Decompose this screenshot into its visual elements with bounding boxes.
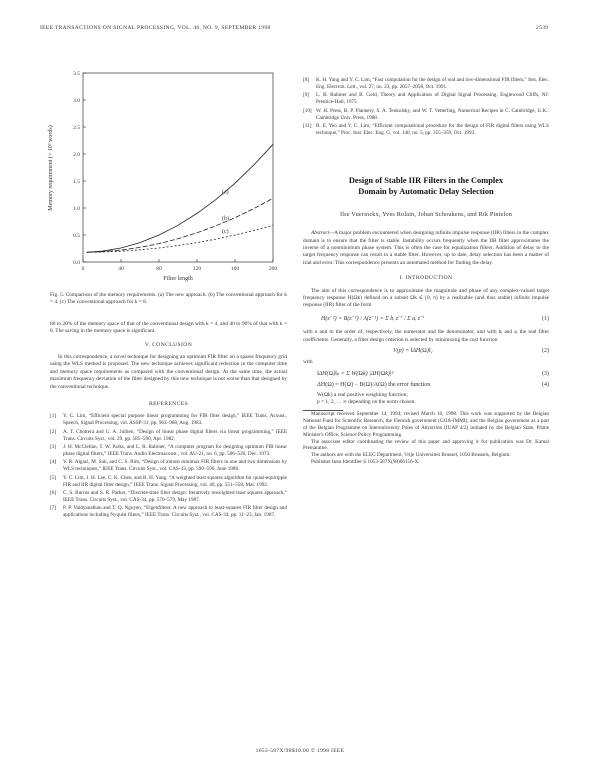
y-tick-label: 1.0	[73, 206, 80, 212]
reference-text: Y. C. Lim, “Efficient special purpose linear programming for FIR filter design,” IEEE Trans. Acoust., Speech, Signal Processing, vol. ASSP-31, pp. 963–968, Aug. 1983.	[63, 413, 287, 427]
author-list: Ilse Vuerinckx, Yves Rolain, Johan Schoukens, and Rik Pintelon	[339, 210, 513, 218]
right-column	[303, 77, 549, 466]
series-line-2	[87, 198, 273, 252]
series-line-3	[87, 225, 273, 252]
footnote-manuscript: Manuscript received September 14, 1994; revised March 16, 1998. This work was supported by the Belgian National Fund for Scientific Research, the Flemish government (GOA-IMMI), and the Belgian government as a part of the Belgian Programme on Interuniversity Poles of Attraction (IUAP 4/2) initiated by the Belgian State, Prime Minister's Office, Science Policy Programming.	[303, 411, 549, 438]
reference-text: R. E. Yeo and Y. C. Lim, “Efficient computational procedure for the design of FIR digital filters using WLS technique,” Proc. Inst. Elec. Eng. G, vol. 140, no. 5, pp. 355–359, Oct. 1993.	[316, 122, 549, 136]
paragraph: 80 to 20% of the memory space of that of the conventional design with k = 4, and 40 to 90% of that with k = 8. The saving in the memory space is significant.	[50, 320, 287, 335]
article-title	[303, 175, 549, 197]
intro-paragraph-2: with n and m the order of, respectively, the numerator and the denominator, and with bᵢ and aᵢ the real filter coefficients. Generally, a filter design criterion is selected by minimizing the cost function	[303, 329, 549, 343]
y-tick-label: 3.5	[73, 71, 80, 77]
reference-number: [6]	[50, 490, 57, 497]
y-tick-label: 2.5	[73, 125, 80, 131]
reference-item	[50, 475, 287, 489]
paragraph-conclusion: In this correspondence, a novel technique for designing an optimum FIR filter on a sparse frequency grid using the WLS method is proposed. The new technique achieves significant reduction in the computer time and memory space requirements as compared with the conventional design. At the same time, the actual maximum frequency deviation of the filter designed by this new technique is not worse than that designed by the conventional technique.	[50, 354, 287, 390]
series-label: (c)	[222, 229, 229, 236]
reference-text: J. H. McClellan, T. W. Parks, and L. R. Rabiner, “A computer program for designing optimum FIR linear phase digital filters,” IEEE Trans. Audio Electroacoust., vol. AU-21, no. 6, pp. 506–526, Dec. 1973.	[63, 444, 287, 457]
equation-1-body: H(z⁻¹) = B(z⁻¹) / A(z⁻¹) = Σ bᵢ z⁻ⁱ / Σ aᵢ z⁻ⁱ	[321, 315, 425, 322]
equation-4-body: ΔH(Ω) = H(Ω) − B(Ω)/A(Ω) the error function	[317, 382, 431, 389]
series-line-1	[87, 144, 273, 252]
series-label: (a)	[222, 189, 229, 196]
reference-text: K. H. Yang and Y. C. Lim, “Fast computation for the design of real and low-dimensional FIR filters,” Inst. Elec. Eng. Electron. Lett., vol. 27, no. 23, pp. 2057–2058, Oct. 1991.	[316, 77, 549, 90]
x-tick-label: 120	[192, 266, 202, 272]
x-tick-label: 0	[81, 266, 85, 272]
reference-number: [3]	[50, 444, 57, 451]
reference-list-continued	[303, 77, 549, 137]
reference-text: W. H. Press, B. P. Flannery, S. A. Teukolsky, and W. T. Vetterling, Numerical Recipes in C. Cambridge, U.K.: Cambridge Univ. Press, 1988.	[316, 107, 549, 121]
with-word: with	[303, 359, 313, 366]
reference-item	[50, 459, 287, 473]
reference-text: V. R. Algazi, M. Suk, and C. S. Rim, “Design of almost minimax FIR filters in one and two dimensions by WLS techniques,” IEEE Trans. Circuits Syst., vol. CAS-33, pp. 590–596, June 1986.	[63, 459, 287, 473]
equation-4-number: (4)	[542, 382, 549, 389]
title-line-2: Domain by Automatic Delay Selection	[358, 186, 494, 196]
reference-item	[50, 505, 287, 519]
x-tick-label: 80	[156, 266, 162, 272]
reference-text: L. R. Rabiner and B. Gold, Theory and Application of Digital Signal Processing. Englewood Cliffs, NJ: Prentice-Hall, 1975.	[316, 92, 549, 106]
footnote-affiliation: The authors are with the ELEC Department, Vrije Universiteit Brussel, 1050 Brussels, Belgium.	[311, 452, 511, 459]
reference-number: [8]	[303, 77, 310, 83]
definition-norm: p = 1, 2, … ∞ depending on the norm chosen.	[317, 399, 416, 406]
equation-3	[317, 371, 549, 378]
equation-2-number: (2)	[542, 348, 549, 355]
footnote-editor: The associate editor coordinating the review of this paper and approving it for publication was Dr. Kamal Premaratne.	[303, 438, 549, 452]
reference-number: [11]	[303, 122, 312, 129]
intro-paragraph-1: The aim of this correspondence is to approximate the magnitude and phase of any complex-valued target frequency response H(Ωk) defined on a subset Ωk ∈ [0, π] by a realizable (and thus stable) infinite impulse response (IIR) filter of the form	[303, 287, 549, 309]
series-label: (b)	[222, 215, 229, 222]
page-number: 2539	[536, 25, 549, 31]
reference-item	[50, 444, 287, 458]
reference-text: C. S. Burrus and S. R. Parker, “Discrete-time filter design: Iteratively reweighted least squares approach,” IEEE Trans. Circuits Syst., vol. CAS-34, pp. 570–579, May 1987.	[63, 490, 287, 503]
left-column	[50, 292, 287, 521]
y-tick-label: 3.0	[73, 98, 80, 104]
reference-item	[303, 123, 549, 137]
reference-text: A. T. Chottera and G. A. Jullien, “Design of linear phase digital filters via linear programming,” IEEE Trans. Circuits Syst., vol. 29, pp. 585–590, Apr. 1982.	[63, 428, 287, 442]
reference-text: Y. C. Lim, J. H. Lee, C. K. Chen, and R. H. Yang, “A weighted least squares algorithm for quasi-equiripple FIR and IIR digital filter design,” IEEE Trans. Signal Processing, vol. 40, pp. 551–558, Mar. 1992.	[63, 474, 287, 488]
abstract	[303, 230, 549, 267]
reference-number: [5]	[50, 474, 57, 481]
reference-item	[303, 77, 549, 91]
y-tick-label: 1.5	[73, 179, 80, 185]
reference-item	[303, 108, 549, 122]
equation-1	[321, 316, 549, 323]
equation-2	[393, 348, 549, 355]
references-heading: REFERENCES	[148, 401, 189, 408]
equation-2-body: V(p) = ‖ΔH(Ω)‖₂	[393, 348, 433, 355]
footnote-publisher-id: Publisher Item Identifier S 1053-587X(98)06156-X.	[311, 459, 420, 466]
abstract-text: A major problem encountered when designing infinite impulse response (IIR) filters in the complex domain is to ensure that the filter is stable. Instability occurs frequently when the IIR filter approximates the inverse of a nonminimum phase system. This is often the case for equalization filters. Addition of delay to the target frequency response can result in a stable filter. However, up to date, delay selection has been a matter of trial and error. This correspondence presents an automated method for finding the delay.	[303, 230, 549, 266]
y-tick-label: 0.5	[73, 233, 80, 239]
y-axis-label: Memory requirement (× 10³ words)	[48, 125, 54, 211]
x-tick-label: 160	[230, 266, 240, 272]
x-tick-label: 40	[118, 266, 124, 272]
title-line-1: Design of Stable IIR Filters in the Complex	[348, 175, 504, 185]
reference-text: P. P. Vaidyanathan and T. Q. Nguyen, “Eigenfilters: A new approach to least-squares FIR filter design and applications including Nyquist filters,” IEEE Trans. Circuits Syst., vol. CAS-34, pp. 11–23, Jan. 1987.	[63, 505, 287, 519]
copyright-footer: 1053-587X/98$10.00 © 1998 IEEE	[255, 748, 345, 754]
reference-number: [2]	[50, 428, 57, 435]
reference-number: [7]	[50, 505, 57, 512]
reference-item	[50, 413, 287, 427]
y-tick-label: 0.0	[73, 260, 80, 266]
reference-number: [4]	[50, 459, 57, 466]
equation-1-number: (1)	[542, 315, 549, 322]
figure-caption: Fig. 5. Comparison of the memory requirements. (a) The new approach. (b) The conventional approach for k = 4. (c) The conventional approach for k = 8.	[50, 292, 287, 306]
equation-3-number: (3)	[542, 370, 549, 377]
x-tick-label: 200	[268, 266, 278, 272]
equation-4	[317, 382, 549, 389]
section-heading-conclusion: V. CONCLUSION	[144, 341, 193, 348]
running-header: IEEE TRANSACTIONS ON SIGNAL PROCESSING, VOL. 46, NO. 9, SEPTEMBER 1998	[40, 25, 271, 31]
reference-number: [9]	[303, 92, 310, 99]
reference-item	[50, 429, 287, 443]
reference-list	[50, 413, 287, 519]
reference-item	[303, 92, 549, 106]
abstract-label: Abstract—	[311, 230, 335, 237]
equation-3-body: ‖ΔH(Ω)‖ₚ = Σ W(Ωk) |ΔH(Ωk)|ᵖ	[317, 370, 394, 377]
memory-chart	[42, 66, 290, 286]
x-axis-label: Filter length	[163, 276, 193, 282]
reference-number: [10]	[303, 107, 312, 114]
section-heading-introduction: I. INTRODUCTION	[399, 275, 453, 282]
plot-frame	[83, 73, 273, 262]
definition-weighting: W(Ωk) a real positive weighting function;	[317, 391, 408, 398]
reference-item	[50, 490, 287, 504]
reference-number: [1]	[50, 413, 57, 420]
y-tick-label: 2.0	[73, 152, 80, 158]
